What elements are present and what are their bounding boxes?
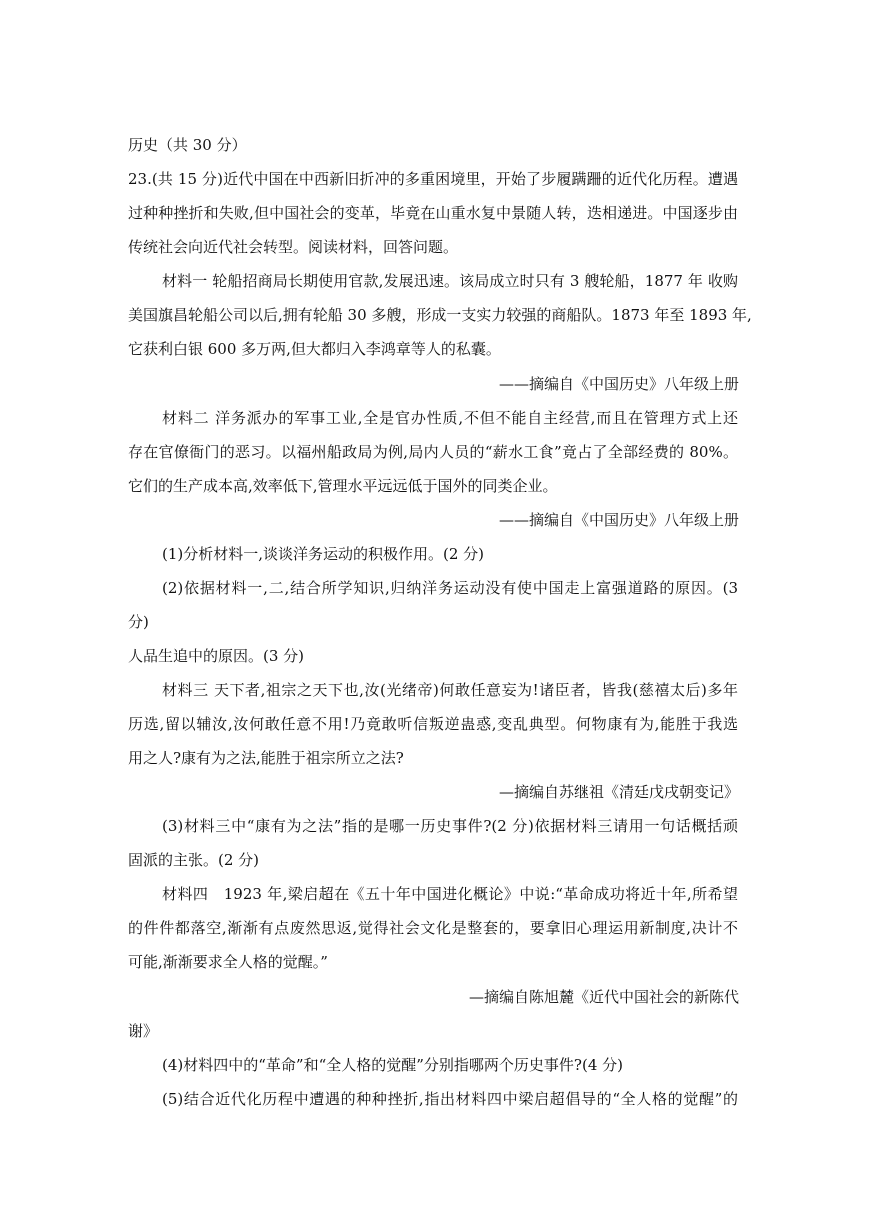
material1-line-2: 美国旗昌轮船公司以后,拥有轮船 30 多艘，形成一支实力较强的商船队。1873 年至 1893 年, [128, 306, 752, 324]
material2-line-3: 它们的生产成本高,效率低下,管理水平远远低于国外的同类企业。 [128, 477, 558, 495]
q23-intro-line-2: 过种种挫折和失败,但中国社会的变革，毕竟在山重水复中景随人转，迭相递进。中国逐步由 [128, 204, 738, 222]
source-2: ——摘编自《中国历史》八年级上册 [498, 511, 739, 529]
question-1: (1)分析材料一,谈谈洋务运动的积极作用。(2 分) [162, 545, 485, 563]
material4-line-1: 材料四 1923 年,梁启超在《五十年中国进化概论》中说:“革命成功将近十年,所希望 [162, 885, 738, 903]
question-2-line-1: (2)依据材料一,二,结合所学知识,归纳洋务运动没有使中国走上富强道路的原因。(3 [162, 579, 738, 597]
section-header: 历史（共 30 分） [128, 136, 247, 154]
material1-line-1: 材料一 轮船招商局长期使用官款,发展迅速。该局成立时只有 3 艘轮船，1877 年 收购 [162, 272, 738, 290]
material3-line-2: 历选,留以辅汝,汝何敢任意不用!乃竟敢听信叛逆蛊惑,变乱典型。何物康有为,能胜于我选 [128, 715, 738, 733]
material2-line-1: 材料二 洋务派办的军事工业,全是官办性质,不但不能自主经营,而且在管理方式上还 [162, 409, 738, 427]
source-4-line-1: —摘编自陈旭麓《近代中国社会的新陈代 [468, 988, 739, 1006]
question-4: (4)材料四中的“革命”和“全人格的觉醒”分别指哪两个历史事件?(4 分) [162, 1056, 623, 1074]
text-fragment: 人品生追中的原因。(3 分) [128, 647, 305, 665]
material3-line-1: 材料三 天下者,祖宗之天下也,汝(光绪帝)何敢任意妄为!诸臣者，皆我(慈禧太后)多年 [162, 681, 738, 699]
question-2-line-2: 分) [128, 613, 149, 631]
source-3: —摘编自苏继祖《清廷戊戌朝变记》 [498, 783, 739, 801]
material2-line-2: 存在官僚衙门的恶习。以福州船政局为例,局内人员的“薪水工食”竟占了全部经费的 80%。 [128, 443, 738, 461]
question-5: (5)结合近代化历程中遭遇的种种挫折,指出材料四中梁启超倡导的“全人格的觉醒”的 [162, 1090, 738, 1108]
question-3-line-1: (3)材料三中“康有为之法”指的是哪一历史事件?(2 分)依据材料三请用一句话概括顽 [162, 817, 738, 835]
material4-line-3: 可能,渐渐要求全人格的觉醒。” [128, 953, 328, 971]
material4-line-2: 的件件都落空,渐渐有点废然思返,觉得社会文化是整套的，要拿旧心理运用新制度,决计不 [128, 919, 738, 937]
source-1: ——摘编自《中国历史》八年级上册 [498, 375, 739, 393]
q23-intro-line-1: 23.(共 15 分)近代中国在中西新旧折冲的多重困境里，开始了步履蹒跚的近代化历程。遭遇 [128, 170, 738, 188]
material3-line-3: 用之人?康有为之法,能胜于祖宗所立之法? [128, 749, 404, 767]
question-3-line-2: 固派的主张。(2 分) [128, 851, 260, 869]
material1-line-3: 它获利白银 600 多万两,但大都归入李鸿章等人的私囊。 [128, 340, 501, 358]
q23-intro-line-3: 传统社会向近代社会转型。阅读材料，回答问题。 [128, 238, 459, 256]
source-4-line-2: 谢》 [128, 1022, 159, 1040]
